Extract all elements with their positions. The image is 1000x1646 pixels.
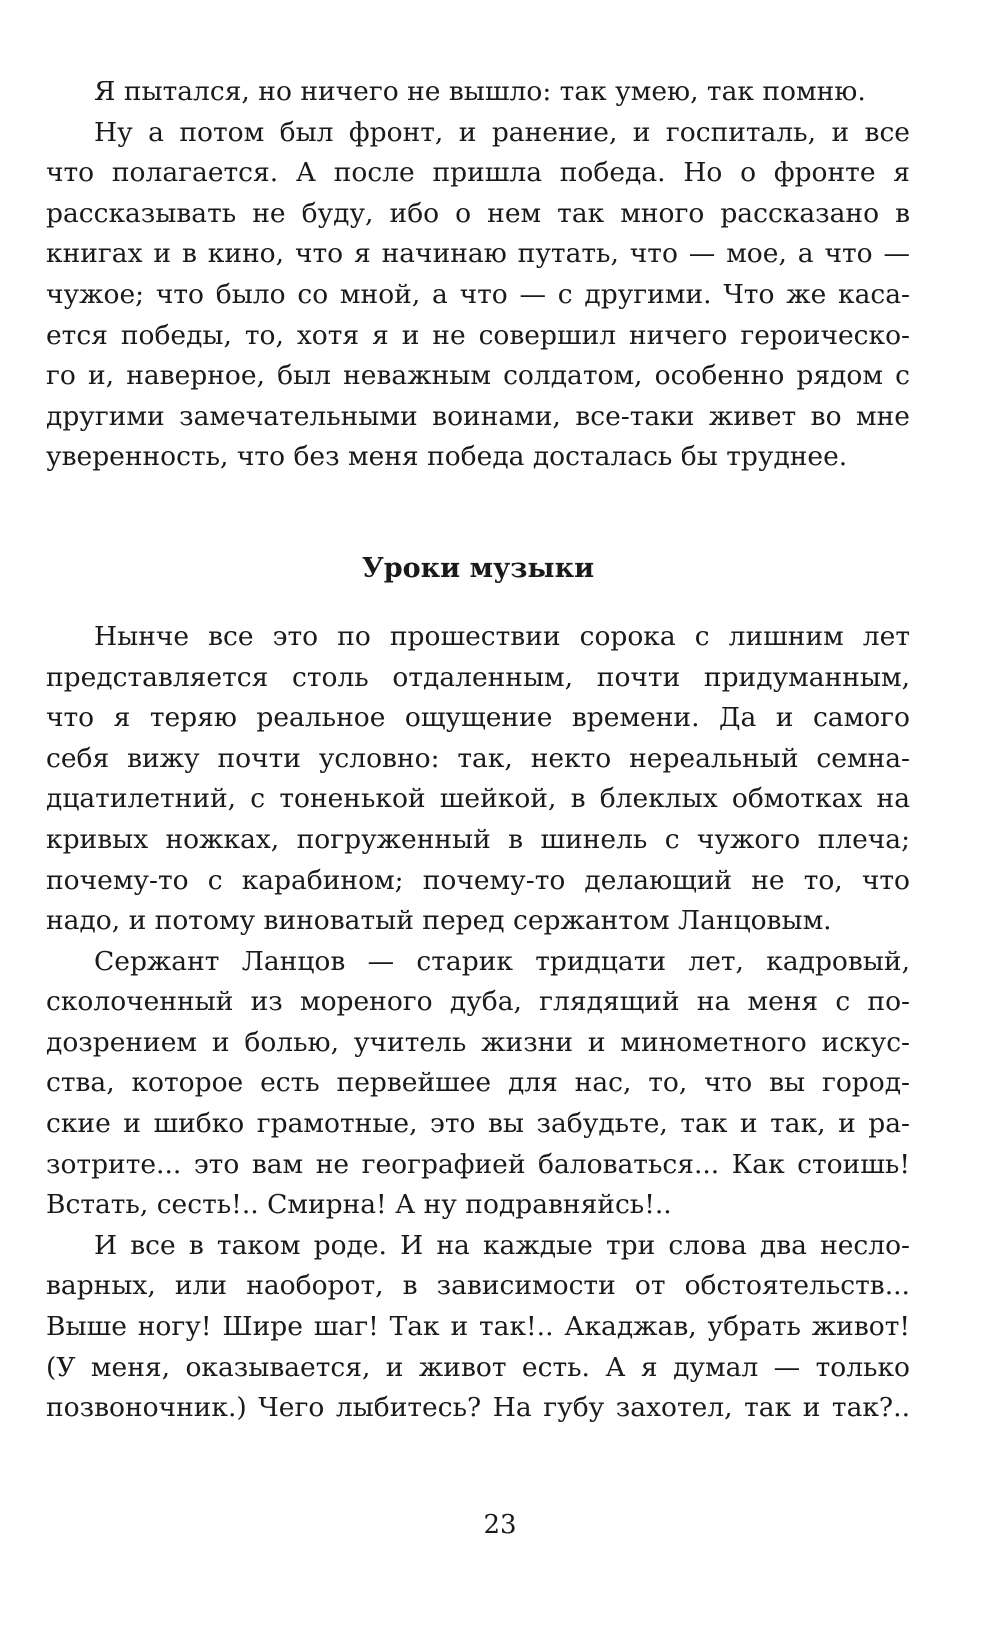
text-line: другими замечательными воинами, все-таки живет во мне <box>46 400 910 432</box>
text-line: Сержант Ланцов — старик тридцати лет, кадровый, <box>94 945 910 977</box>
paragraph <box>46 617 910 942</box>
paragraph <box>46 72 910 113</box>
section-gap <box>46 478 910 549</box>
text-line: почему-то с карабином; почему-то делающий не то, что <box>46 864 910 896</box>
text-line: варных, или наоборот, в зависимости от обстоятельств... <box>46 1270 910 1302</box>
text-line: чужое; что было со мной, а что — с другими. Что же каса- <box>46 278 910 310</box>
text-line: Встать, сесть!.. Смирна! А ну подравняйсь!.. <box>46 1189 672 1221</box>
text-line: рассказывать не буду, ибо о нем так много рассказано в <box>46 197 910 229</box>
text-line: представляется столь отдаленным, почти придуманным, <box>46 661 910 693</box>
text-line: Я пытался, но ничего не вышло: так умею, так помню. <box>94 76 866 107</box>
text-line: позвоночник.) Чего лыбитесь? На губу захотел, так и так?.. <box>46 1392 910 1424</box>
text-line: дцатилетний, с тоненькой шейкой, в блеклых обмотках на <box>46 783 910 815</box>
text-line: кривых ножках, погруженный в шинель с чужого плеча; <box>46 823 910 855</box>
text-line: Ну а потом был фронт, и ранение, и госпиталь, и все <box>94 116 910 148</box>
text-line: И все в таком роде. И на каждые три слова два несло- <box>94 1229 910 1261</box>
text-line: сколоченный из мореного дуба, глядящий на меня с по- <box>46 986 910 1018</box>
text-line: дозрением и болью, учитель жизни и минометного искус- <box>46 1026 910 1058</box>
text-line: надо, и потому виноватый перед сержантом Ланцовым. <box>46 905 832 937</box>
chapter-heading: Уроки музыки <box>361 552 595 584</box>
text-line: что полагается. А после пришла победа. Но о фронте я <box>46 157 910 189</box>
page-number: 23 <box>483 1510 517 1540</box>
text-line: ские и шибко грамотные, это вы забудьте, так и так, и ра- <box>46 1108 910 1140</box>
text-line: ется победы, то, хотя я и не совершил ничего героическо- <box>46 319 910 351</box>
text-line: зотрите... это вам не географией баловаться... Как стоишь! <box>46 1148 910 1180</box>
paragraph <box>46 1226 910 1429</box>
text-line: (У меня, оказывается, и живот есть. А я думал — только <box>46 1351 910 1383</box>
text-line: уверенность, что без меня победа досталась бы труднее. <box>46 441 848 473</box>
text-line: Нынче все это по прошествии сорока с лишним лет <box>94 620 910 652</box>
text-line: что я теряю реальное ощущение времени. Да и самого <box>46 702 910 734</box>
book-page-text <box>46 72 910 1429</box>
text-line: ства, которое есть первейшее для нас, то, что вы город- <box>46 1067 910 1099</box>
paragraph <box>46 113 910 478</box>
text-line: го и, наверное, был неважным солдатом, особенно рядом с <box>46 360 910 392</box>
text-line: Выше ногу! Шире шаг! Так и так!.. Акаджав, убрать живот! <box>46 1311 910 1343</box>
text-line: себя вижу почти условно: так, некто нереальный семна- <box>46 742 910 774</box>
text-line: книгах и в кино, что я начинаю путать, что — мое, а что — <box>46 238 910 270</box>
paragraph <box>46 942 910 1226</box>
